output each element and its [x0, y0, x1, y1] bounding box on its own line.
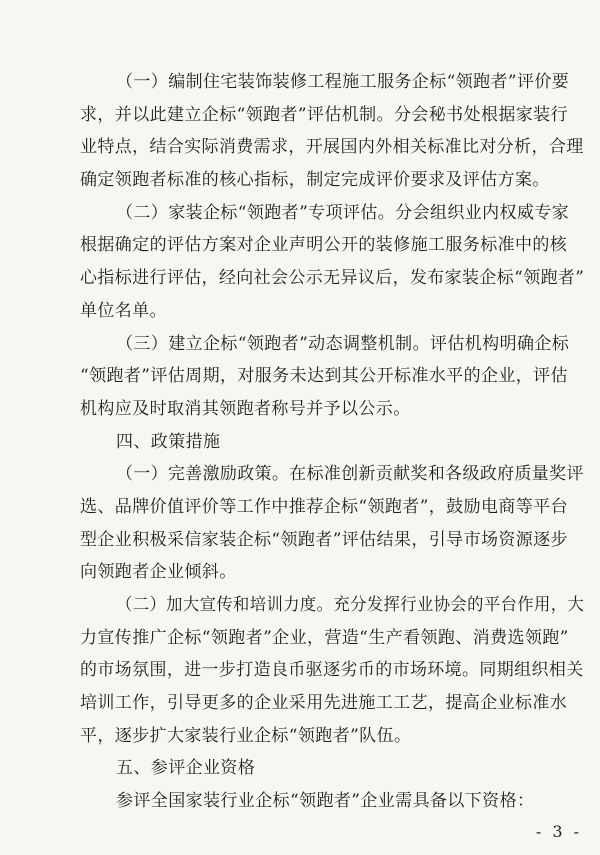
text-line: 业特点，结合实际消费需求，开展国内外相关标准比对分析，合理	[80, 137, 584, 158]
text-line: 培训工作，引导更多的企业采用先进施工工艺，提高企业标准水	[80, 693, 568, 713]
page-number: - 3 -	[535, 822, 582, 841]
text-line: 的市场氛围，进一步打造良币驱逐劣币的市场环境。同期组织相关	[80, 660, 584, 681]
text-line: 心指标进行评估，经向社会公示无异议后，发布家装企标“领跑者”	[80, 268, 585, 289]
text-line: 向领跑者企业倾斜。	[80, 562, 237, 583]
text-line: “领跑者”评估周期，对服务未达到其公开标准水平的企业，评估	[80, 366, 568, 387]
text-line: （一）编制住宅装饰装修工程施工服务企标“领跑者”评价要	[116, 72, 570, 92]
text-line: 型企业积极采信家装企标“领跑者”评估结果，引导市场资源逐步	[80, 529, 568, 550]
section-heading: 五、参评企业资格	[116, 758, 256, 779]
text-line: 力宣传推广企标“领跑者”企业，营造“生产看领跑、消费选领跑”	[80, 627, 569, 648]
text-line: （二）加大宣传和培训力度。充分发挥行业协会的平台作用，大	[116, 594, 585, 615]
text-line: （三）建立企标“领跑者”动态调整机制。评估机构明确企标	[116, 333, 570, 354]
text-line: 选、品牌价值评价等工作中推荐企标“领跑者”，鼓励电商等平台	[80, 496, 568, 517]
text-line: 单位名单。	[80, 300, 167, 321]
text-line: 机构应及时取消其领跑者称号并予以公示。	[80, 398, 411, 419]
section-heading: 四、政策措施	[116, 431, 221, 452]
text-line: 求，并以此建立企标“领跑者”评估机制。分会秘书处根据家装行	[80, 104, 568, 125]
text-line: 确定领跑者标准的核心指标，制定完成评价要求及评估方案。	[80, 170, 550, 190]
text-line: （二）家装企标“领跑者”专项评估。分会组织业内权威专家	[116, 202, 570, 223]
text-line: 平，逐步扩大家装行业企标“领跑者”队伍。	[80, 725, 412, 746]
text-line: 根据确定的评估方案对企业声明公开的装修施工服务标准中的核	[80, 235, 568, 256]
text-line: （一）完善激励政策。在标准创新贡献奖和各级政府质量奖评	[116, 464, 584, 485]
text-line: 参评全国家装行业企标“领跑者”企业需具备以下资格：	[116, 791, 535, 811]
